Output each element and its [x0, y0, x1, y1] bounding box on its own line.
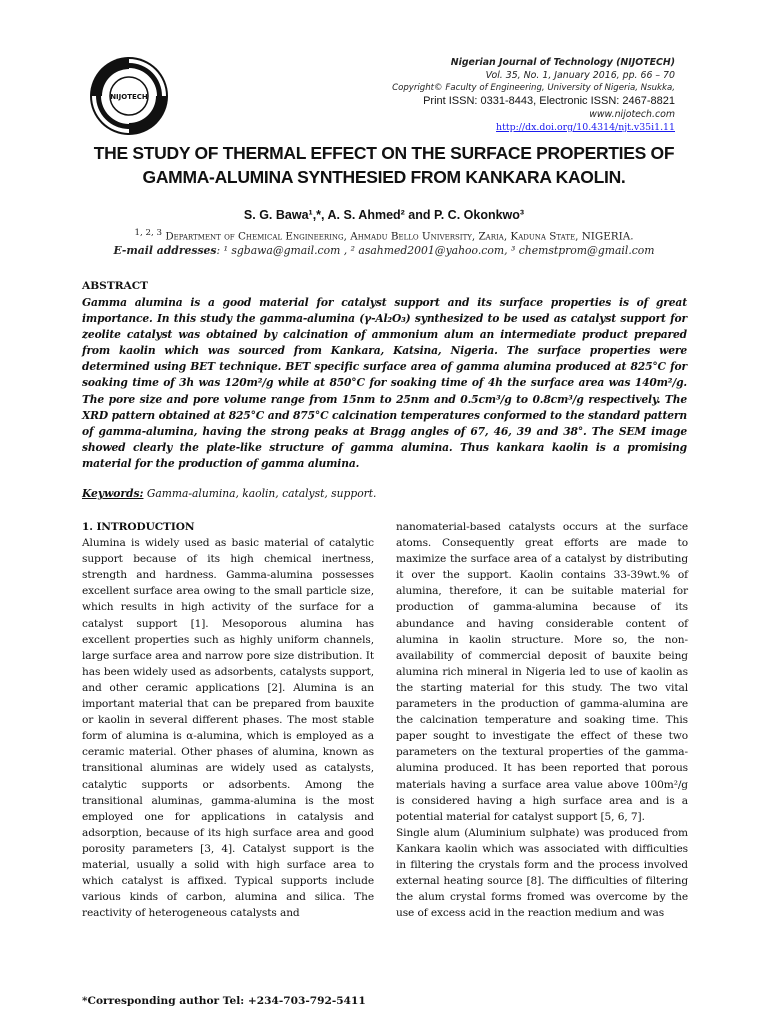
nijotech-logo-icon — [88, 55, 170, 137]
affiliation-text: Department of Chemical Engineering, Ahmadu Bello University, Zaria, Kaduna State, NIGERIA. — [165, 230, 634, 243]
journal-logo — [88, 55, 170, 137]
affiliation — [60, 228, 708, 242]
paper-title-line1: THE STUDY OF THERMAL EFFECT ON THE SURFACE PROPERTIES OF — [93, 143, 675, 163]
journal-issn: Print ISSN: 0331-8443, Electronic ISSN: 2467-8821 — [423, 95, 675, 107]
doi-link[interactable]: http://dx.doi.org/10.4314/njt.v35i1.11 — [496, 122, 675, 133]
logo-text: NIJOTECH — [110, 93, 148, 101]
journal-website[interactable]: www.nijotech.com — [589, 109, 675, 120]
affiliation-marks: 1, 2, 3 — [134, 228, 162, 238]
journal-header — [255, 56, 675, 134]
body-column-left — [82, 519, 374, 921]
journal-volume: Vol. 35, No. 1, January 2016, pp. 66 – 70 — [485, 70, 675, 81]
intro-paragraph-right-1: nanomaterial-based catalysts occurs at the surface atoms. Consequently great efforts are made to maximize the surface area of a catalyst by distributing it over the support. Kaolin contains 33-39wt.% of alumina, therefore, it can be suitable material for production of gamma-alumina because of its abundance and having considerable content of alumina in kaolin structure. More so, the non-availability of commercial deposit of bauxite being alumina rich mineral in Nigeria led to use of kaolin as the starting material for this study. The two vital parameters in the production of gamma-alumina are the calcination temperature and soaking time. This paper sought to investigate the effect of these two parameters on the textural properties of the gamma-alumina produced. It has been reported that porous materials having a surface area value above 100m²/g is considered having a high surface area and is a potential material for catalyst support [5, 6, 7]. — [396, 521, 688, 823]
author-list: S. G. Bawa¹,*, A. S. Ahmed² and P. C. Okonkwo³ — [243, 208, 525, 222]
email-label: E-mail addresses — [113, 244, 217, 257]
section-heading-introduction: 1. INTRODUCTION — [82, 521, 195, 533]
email-list[interactable]: : ¹ sgbawa@gmail.com , ² asahmed2001@yahoo.com, ³ chemstprom@gmail.com — [216, 244, 655, 257]
email-addresses — [60, 244, 708, 257]
abstract-heading: ABSTRACT — [82, 280, 149, 292]
intro-paragraph-right-2: Single alum (Aluminium sulphate) was produced from Kankara kaolin which was associated with difficulties in filtering the crystals form and the process involved external heating source [8]. The difficulties of filtering the alum crystal forms fromed was overcome by the use of excess acid in the reaction medium and was — [396, 826, 688, 920]
keywords-label: Keywords: — [82, 487, 144, 500]
abstract-text: Gamma alumina is a good material for catalyst support and its surface properties is of great importance. In this study the gamma-alumina (γ-Al₂O₃) synthesized to be used as catalyst support for zeolite catalyst was obtained by calcination of ammonium alum an intermediate product prepared from kaolin which was sourced from Kankara, Katsina, Nigeria. The surface properties were determined using BET technique. BET specific surface area of gamma alumina produced at 825°C for soaking time of 3h was 120m²/g while at 850°C for soaking time of 4h the surface area was 140m²/g. The pore size and pore volume range from 15nm to 25nm and 0.5cm³/g to 0.8cm³/g respectively. The XRD pattern obtained at 825°C and 875°C calcination temperatures conformed to the standard pattern of gamma-alumina, having the strong peaks at Bragg angles of 67, 46, 39 and 38°. The SEM image showed clearly the plate-like structure of gamma alumina. Thus kankara kaolin is a promising material for the production of gamma alumina. — [82, 296, 687, 470]
body-column-right — [396, 519, 688, 921]
journal-copyright: Copyright© Faculty of Engineering, University of Nigeria, Nsukka, — [392, 83, 675, 93]
keywords-text: Gamma-alumina, kaolin, catalyst, support. — [143, 487, 377, 500]
keywords — [82, 487, 687, 500]
corresponding-author-note: *Corresponding author Tel: +234-703-792-5411 — [82, 995, 366, 1007]
intro-paragraph-left: Alumina is widely used as basic material of catalytic support because of its high chemical inertness, strength and hardness. Gamma-alumina possesses excellent surface area owing to the small particle size, which results in high activity of the surface for a catalyst support [1]. Mesoporous alumina has excellent properties such as highly uniform channels, large surface area and narrow pore size distribution. It has been widely used as adsorbents, catalysts support, and other ceramic applications [2]. Alumina is an important material that can be prepared from bauxite or kaolin in several different phases. The most stable form of alumina is α-alumina, which is employed as a ceramic material. Other phases of alumina, known as transitional aluminas are widely used as catalysts, catalytic supports or adsorbents. Among the transitional aluminas, gamma-alumina is the most employed one for applications in catalysis and adsorption, because of its high surface area and good porosity parameters [3, 4]. Catalyst support is the material, usually a solid with high surface area to which catalyst is affixed. Typical supports include various kinds of carbon, alumina and silica. The reactivity of heterogeneous catalysts and — [82, 537, 374, 920]
journal-name: Nigerian Journal of Technology (NIJOTECH) — [450, 57, 675, 68]
paper-title-line2: GAMMA-ALUMINA SYNTHESIED FROM KANKARA KAOLIN. — [142, 167, 626, 187]
